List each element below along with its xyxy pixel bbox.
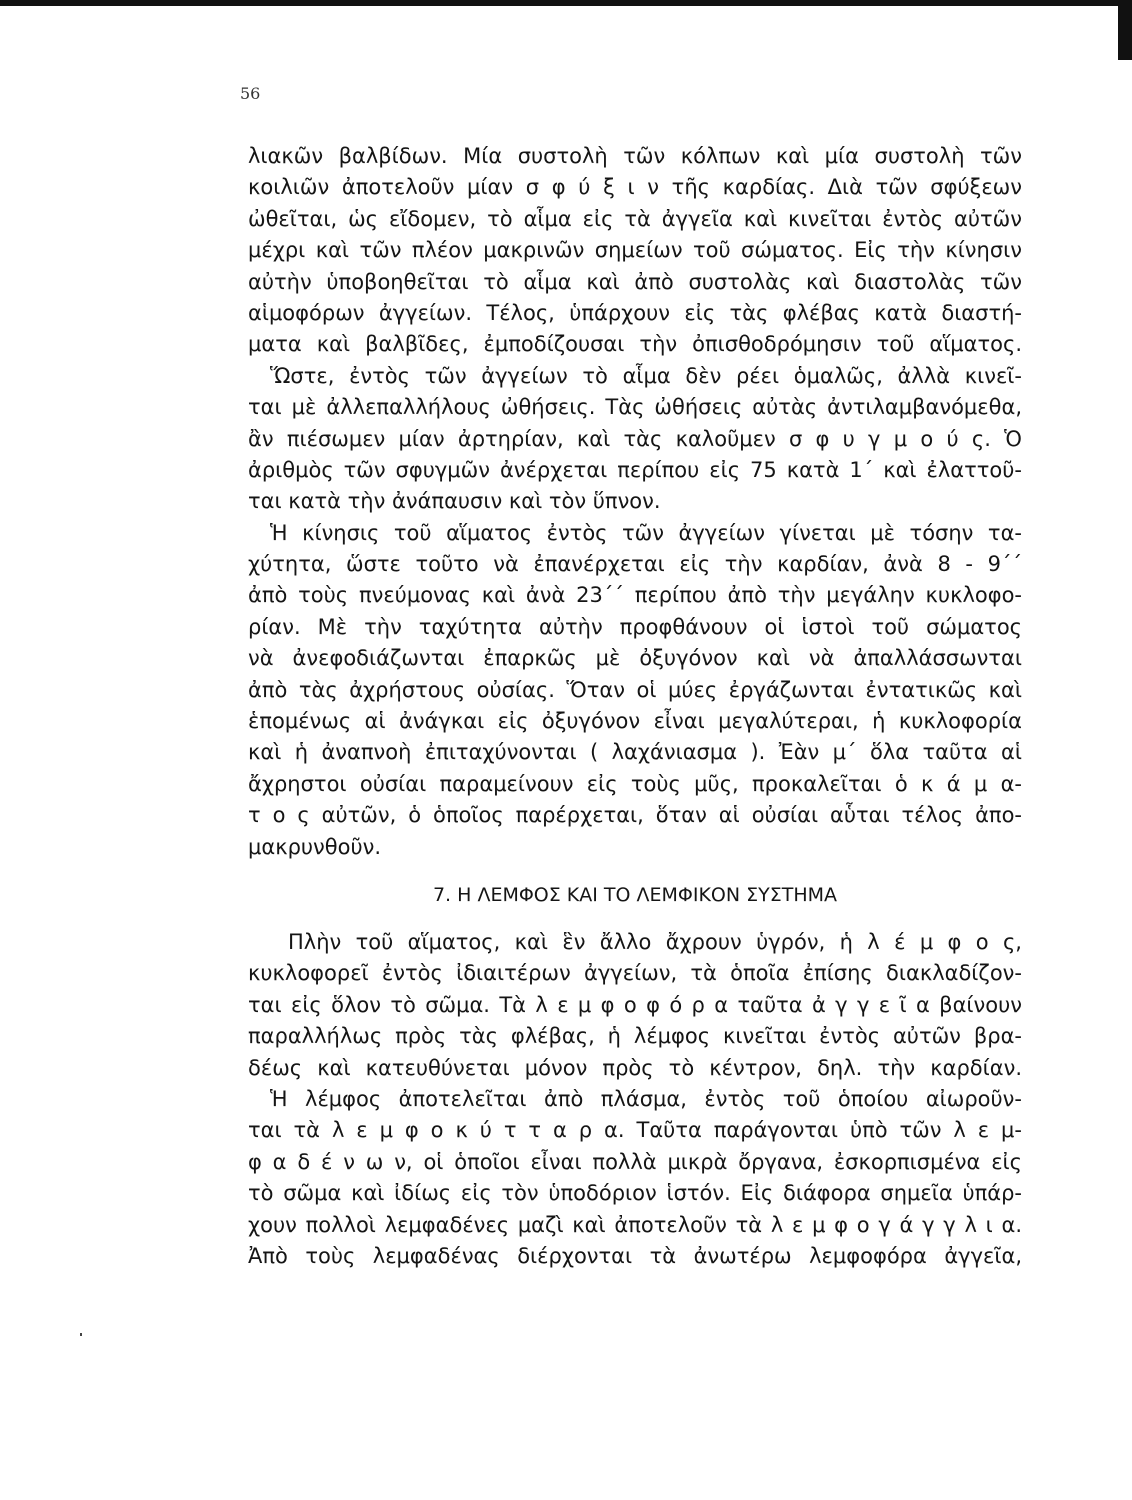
text-line: ρίαν. Μὲ τὴν ταχύτητα αὐτὴν προφθάνουν οἱ ἱστοὶ τοῦ σώματος — [248, 614, 1022, 639]
text-line: ἑπομένως αἱ ἀνάγκαι εἰς ὀξυγόνον εἶναι μεγαλύτεραι, ἡ κυκλοφορία — [248, 709, 1022, 734]
text-line: αἱμοφόρων ἀγγείων. Τέλος, ὑπάρχουν εἰς τὰς φλέβας κατὰ διαστή- — [248, 300, 1022, 325]
text-line: ματα καὶ βαλβῖδες, ἐμποδίζουσαι τὴν ὀπισθοδρόμησιν τοῦ αἵματος. — [248, 332, 1022, 357]
text-line: Ἡ κίνησις τοῦ αἵματος ἐντὸς τῶν ἀγγείων γίνεται μὲ τόσην τα- — [270, 520, 1022, 545]
text-line: χύτητα, ὥστε τοῦτο νὰ ἐπανέρχεται εἰς τὴν καρδίαν, ἀνὰ 8 - 9΄΄ — [248, 552, 1022, 577]
body-text — [248, 141, 1022, 1272]
text-line: νὰ ἀνεφοδιάζωνται ἐπαρκῶς μὲ ὀξυγόνον καὶ νὰ ἀπαλλάσσωνται — [248, 646, 1022, 671]
text-line: ὠθεῖται, ὡς εἴδομεν, τὸ αἷμα εἰς τὰ ἀγγεῖα καὶ κινεῖται ἐντὸς αὐτῶν — [248, 206, 1022, 231]
text-line: παραλλήλως πρὸς τὰς φλέβας, ἡ λέμφος κινεῖται ἐντὸς αὐτῶν βρα- — [248, 1024, 1022, 1049]
text-line: Πλὴν τοῦ αἵματος, καὶ ἓν ἄλλο ἄχρουν ὑγρόν, ἡ λ έ μ φ ο ς, — [288, 929, 1022, 954]
scan-speck — [80, 1333, 82, 1336]
text-line: τ ο ς αὐτῶν, ὁ ὁποῖος παρέρχεται, ὅταν αἱ οὐσίαι αὗται τέλος ἀπο- — [248, 803, 1022, 828]
text-line: ται κατὰ τὴν ἀνάπαυσιν καὶ τὸν ὕπνον. — [248, 489, 661, 514]
text-line: κυκλοφορεῖ ἐντὸς ἰδιαιτέρων ἀγγείων, τὰ ὁποῖα ἐπίσης διακλαδίζον- — [248, 961, 1022, 986]
text-line: δέως καὶ κατευθύνεται μόνον πρὸς τὸ κέντρον, δηλ. τὴν καρδίαν. — [248, 1055, 1022, 1080]
text-line: ται μὲ ἀλλεπαλλήλους ὠθήσεις. Τὰς ὠθήσεις αὐτὰς ἀντιλαμβανόμεθα, — [248, 395, 1022, 420]
text-line: λιακῶν βαλβίδων. Μία συστολὴ τῶν κόλπων καὶ μία συστολὴ τῶν — [248, 144, 1022, 168]
section-heading: 7. Η ΛΕΜΦΟΣ ΚΑΙ ΤΟ ΛΕΜΦΙΚΟΝ ΣΥΣΤΗΜΑ — [432, 883, 838, 906]
text-line: ἀριθμὸς τῶν σφυγμῶν ἀνέρχεται περίπου εἰς 75 κατὰ 1΄ καὶ ἐλαττοῦ- — [248, 457, 1022, 482]
text-line: ἀπὸ τὰς ἀχρήστους οὐσίας. Ὅταν οἱ μύες ἐργάζωνται ἐντατικῶς καὶ — [248, 677, 1022, 702]
text-line: Ἡ λέμφος ἀποτελεῖται ἀπὸ πλάσμα, ἐντὸς τοῦ ὁποίου αἰωροῦν- — [270, 1086, 1022, 1111]
text-line: Ἀπὸ τοὺς λεμφαδένας διέρχονται τὰ ἀνωτέρω λεμφοφόρα ἀγγεῖα, — [248, 1243, 1022, 1268]
text-line: κοιλιῶν ἀποτελοῦν μίαν σ φ ύ ξ ι ν τῆς καρδίας. Διὰ τῶν σφύξεων — [248, 175, 1022, 200]
page-number: 56 — [240, 84, 261, 103]
text-line: χουν πολλοὶ λεμφαδένες μαζὶ καὶ ἀποτελοῦν τὰ λ ε μ φ ο γ ά γ γ λ ι α. — [248, 1212, 1022, 1237]
text-line: ἂν πιέσωμεν μίαν ἀρτηρίαν, καὶ τὰς καλοῦμεν σ φ υ γ μ ο ύ ς. Ὁ — [248, 426, 1022, 451]
scan-border-top — [0, 0, 1132, 6]
text-line: ἀπὸ τοὺς πνεύμονας καὶ ἀνὰ 23΄΄ περίπου ἀπὸ τὴν μεγάλην κυκλοφο- — [248, 583, 1022, 608]
text-line: ἄχρηστοι οὐσίαι παραμείνουν εἰς τοὺς μῦς, προκαλεῖται ὁ κ ά μ α- — [248, 771, 1022, 796]
text-line: καὶ ἡ ἀναπνοὴ ἐπιταχύνονται ( λαχάνιασμα ). Ἐὰν μ΄ ὅλα ταῦτα αἱ — [248, 740, 1022, 765]
text-line: ται εἰς ὅλον τὸ σῶμα. Τὰ λ ε μ φ ο φ ό ρ α ταῦτα ἀ γ γ ε ῖ α βαίνουν — [248, 992, 1022, 1017]
text-line: φ α δ έ ν ω ν, οἱ ὁποῖοι εἶναι πολλὰ μικρὰ ὄργανα, ἐσκορπισμένα εἰς — [248, 1149, 1022, 1174]
text-line: ται τὰ λ ε μ φ ο κ ύ τ τ α ρ α. Ταῦτα παράγονται ὑπὸ τῶν λ ε μ- — [248, 1118, 1022, 1143]
text-line: μέχρι καὶ τῶν πλέον μακρινῶν σημείων τοῦ σώματος. Εἰς τὴν κίνησιν — [248, 238, 1022, 263]
text-line: μακρυνθοῦν. — [248, 834, 382, 859]
scan-border-right — [1118, 0, 1132, 60]
text-line: αὐτὴν ὑποβοηθεῖται τὸ αἷμα καὶ ἀπὸ συστολὰς καὶ διαστολὰς τῶν — [248, 269, 1022, 294]
text-line: Ὥστε, ἐντὸς τῶν ἀγγείων τὸ αἷμα δὲν ρέει ὁμαλῶς, ἀλλὰ κινεῖ- — [270, 363, 1022, 388]
text-line: τὸ σῶμα καὶ ἰδίως εἰς τὸν ὑποδόριον ἱστόν. Εἰς διάφορα σημεῖα ὑπάρ- — [248, 1181, 1022, 1206]
